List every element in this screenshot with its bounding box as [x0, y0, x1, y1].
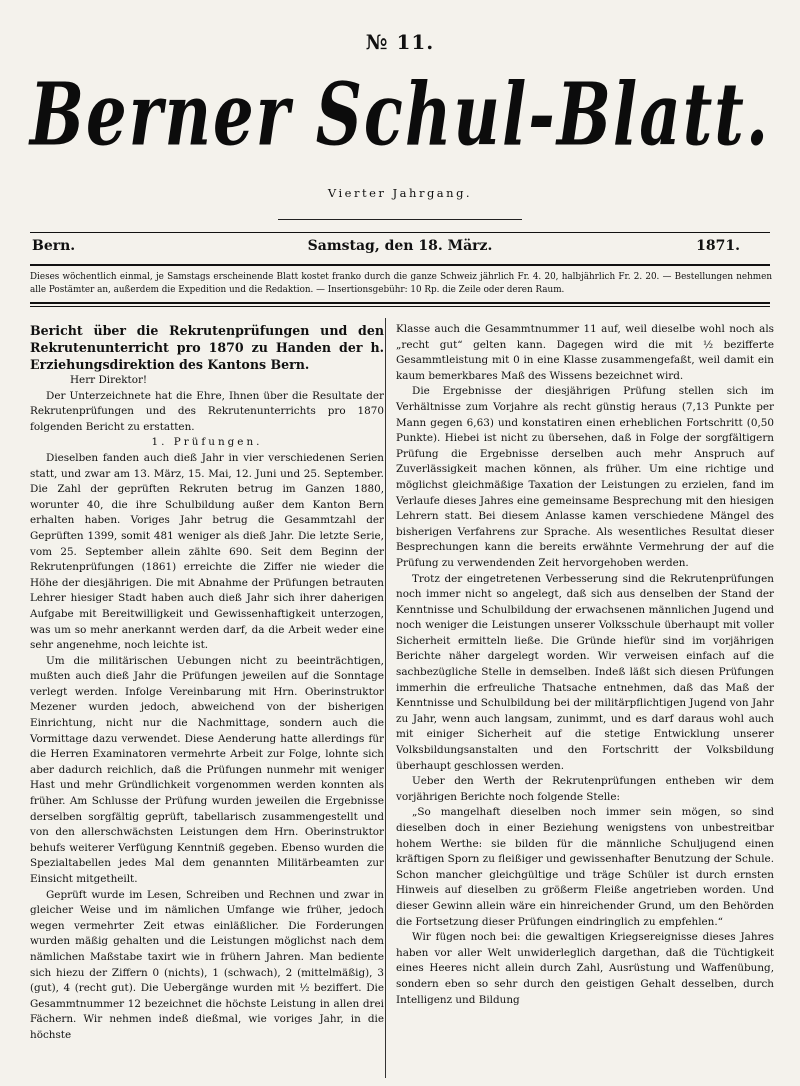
dateline-year: 1871.: [696, 238, 740, 254]
article-column-right: [396, 322, 774, 1008]
subtitle-rule: [278, 219, 522, 220]
masthead-title: Berner Schul-Blatt.: [29, 64, 771, 166]
dateline-place: Bern.: [32, 238, 76, 254]
dateline-date: Samstag, den 18. März.: [307, 238, 493, 254]
article-salutation: Herr Direktor!: [70, 374, 148, 386]
subscription-notice: Dieses wöchentlich einmal, je Samstags erscheinende Blatt kostet franko durch die ganze Schweiz jährlich Fr. 4. 20, halbjährlich Fr. 2. 20. — Bestellungen nehmen alle Postämter an, außerdem die Expedition und die Redaktion. — Insertionsgebühr: 10 Rp. die Zeile oder deren Raum.: [30, 272, 772, 295]
notice-rule: [30, 302, 770, 304]
column-divider: [385, 318, 386, 1078]
article-paragraph: Geprüft wurde im Lesen, Schreiben und Rechnen und zwar in gleicher Weise und im nämlichen Umfange wie früher, jedoch wegen vermehrter Zeit etwas einläßlicher. Die Forderungen wurden mäßig gehalten und die Leistungen möglichst nach dem nämlichen Maßstabe taxirt wie in frühern Jahren. Man bediente sich hiezu der Ziffern 0 (nichts), 1 (schwach), 2 (mittelmäßig), 3 (gut), 4 (recht gut). Die Uebergänge wurden mit ½ beziffert. Die Gesammtnummer 12 bezeichnet die höchste Leistung in allen drei Fächern. Wir nehmen indeß dießmal, wie voriges Jahr, in die höchste: [30, 888, 384, 1041]
dateline: [30, 238, 770, 260]
article-paragraph: Dieselben fanden auch dieß Jahr in vier verschiedenen Serien statt, und zwar am 13. März, 15. Mai, 12. Juni und 25. September. Die Zahl der geprüften Rekruten betrug im Ganzen 1880, worunter 40, die ihre Schulbildung außer dem Kanton Bern erhalten haben. Voriges Jahr betrug die Gesammtzahl der Geprüften 1399, somit 481 weniger als dieß Jahr. Die letzte Serie, vom 25. September allein zählte 690. Seit dem Beginn der Rekrutenprüfungen (1861) erreichte die Ziffer nie wieder die Höhe der diesjährigen. Die mit Abnahme der Prüfungen betrauten Lehrer hiesiger Stadt haben auch dieß Jahr sich ihrer daherigen Aufgabe mit Bereitwilligkeit und Gewissenhaftigkeit unterzogen, was um so mehr anerkannt werden darf, da die Arbeit weder eine sehr angenehme, noch leichte ist.: [30, 451, 384, 652]
article-paragraph: Um die militärischen Uebungen nicht zu beeinträchtigen, mußten auch dieß Jahr die Prüfungen jeweilen auf die Sonntage verlegt werden. Infolge Vereinbarung mit Hrn. Oberinstruktor Mezener wurden jedoch, abweichend von der bisherigen Einrichtung, nicht nur die Nachmittage, sondern auch die Vormittage dazu verwendet. Diese Aenderung hatte allerdings für die Herren Examinatoren vermehrte Arbeit zur Folge, lohnte sich aber dadurch reichlich, daß die Prüfungen nunmehr mit weniger Hast und mehr Gründlichkeit vorgenommen werden konnten als früher. Am Schlusse der Prüfung wurden jeweilen die Ergebnisse derselben sorgfältig geprüft, tabellarisch zusammengestellt und von den allerschwächsten Leistungen dem Hrn. Oberinstruktor behufs weiterer Verfügung Kenntniß gegeben. Ebenso wurden die Spezialtabellen jedes Mal dem genannten Militärbeamten zur Einsicht mitgetheilt.: [30, 654, 384, 885]
article-title: Bericht über die Rekrutenprüfungen und den Rekrutenunterricht pro 1870 zu Handen der h. Erziehungsdirektion des Kantons Bern.: [30, 323, 384, 372]
article-paragraph: Trotz der eingetretenen Verbesserung sind die Rekrutenprüfungen noch immer nicht so angelegt, daß sich aus denselben der Stand der Kenntnisse und Schulbildung der erwachsenen männlichen Jugend und noch weniger die Leistungen unserer Volksschule überhaupt mit voller Sicherheit ermitteln ließe. Die Gründe hiefür sind im vorjährigen Berichte näher dargelegt worden. Wir verweisen einfach auf die sachbezügliche Stelle in demselben. Indeß läßt sich diesen Prüfungen immerhin die erfreuliche Thatsache entnehmen, daß das Maß der Kenntnisse und Schulbildung bei der militärpflichtigen Jugend von Jahr zu Jahr, wenn auch langsam, zunimmt, und es darf daraus wohl auch mit einiger Sicherheit auf die stetige Entwicklung unserer Volksbildungsanstalten und den Fortschritt der Volksbildung überhaupt geschlossen werden.: [396, 572, 774, 772]
dateline-bottom-rule: [30, 264, 770, 266]
article-paragraph: Wir fügen noch bei: die gewaltigen Kriegsereignisse dieses Jahres haben vor aller Welt unwiderleglich dargethan, daß die Tüchtigkeit eines Heeres nicht allein durch Zahl, Ausrüstung und Waffenübung, sondern eben so sehr durch den geistigen Gehalt desselben, durch Intelligenz und Bildung: [396, 931, 774, 1006]
article-column-left: [30, 322, 384, 1044]
article-paragraph: Der Unterzeichnete hat die Ehre, Ihnen über die Resultate der Rekrutenprüfungen und des Rekrutenunterrichts pro 1870 folgenden Bericht zu erstatten.: [30, 389, 384, 433]
article-paragraph: Ueber den Werth der Rekrutenprüfungen entheben wir dem vorjährigen Berichte noch folgende Stelle:: [396, 775, 774, 803]
issue-number: № 11.: [365, 30, 435, 54]
section-heading: 1. Prüfungen.: [151, 436, 263, 449]
dateline-top-rule: [30, 232, 770, 233]
article-paragraph: Klasse auch die Gesammtnummer 11 auf, weil dieselbe wohl noch als „recht gut“ gelten kann. Dagegen wird die mit ½ bezifferte Gesammtleistung mit 0 in eine Klasse zusammengefaßt, weil damit ein kaum bemerkbares Maß des Wissens bezeichnet wird.: [396, 323, 774, 382]
notice-rule-thin: [30, 306, 770, 307]
article-quote: „So mangelhaft dieselben noch immer sein mögen, so sind dieselben doch in einer Beziehung wenigstens von unbestreitbar hohem Werthe: sie bilden für die männliche Schuljugend einen kräftigen Sporn zu fleißiger und gewissenhafter Benutzung der Schule. Schon mancher gleichgültige und träge Schüler ist durch ernsten Hinweis auf dieselben zu größerm Fleiße angetrieben worden. Und dieser Gewinn allein wäre ein hinreichender Grund, um den Behörden die Fortsetzung dieser Prüfungen eindringlich zu empfehlen.“: [396, 806, 774, 928]
article-paragraph: Die Ergebnisse der diesjährigen Prüfung stellen sich im Verhältnisse zum Vorjahre als recht günstig heraus (7,13 Punkte per Mann gegen 6,63) und konstatiren einen erheblichen Fortschritt (0,50 Punkte). Hiebei ist nicht zu übersehen, daß in Folge der sorgfältigern Prüfung die Ergebnisse derselben auch mehr Anspruch auf Zuverlässigkeit machen können, als früher. Um eine richtige und möglichst gleichmäßige Taxation der Leistungen zu erzielen, fand im Verlaufe dieses Jahres eine gemeinsame Besprechung mit den hiesigen Lehrern statt. Bei diesem Anlasse kamen verschiedene Mängel des bisherigen Verfahrens zur Sprache. Als wesentliches Resultat dieser Besprechungen kann die bereits erwähnte Vermehrung der auf die Prüfung zu verwendenden Zeit hervorgehoben werden.: [396, 385, 774, 569]
volume-subtitle: Vierter Jahrgang.: [327, 186, 473, 200]
